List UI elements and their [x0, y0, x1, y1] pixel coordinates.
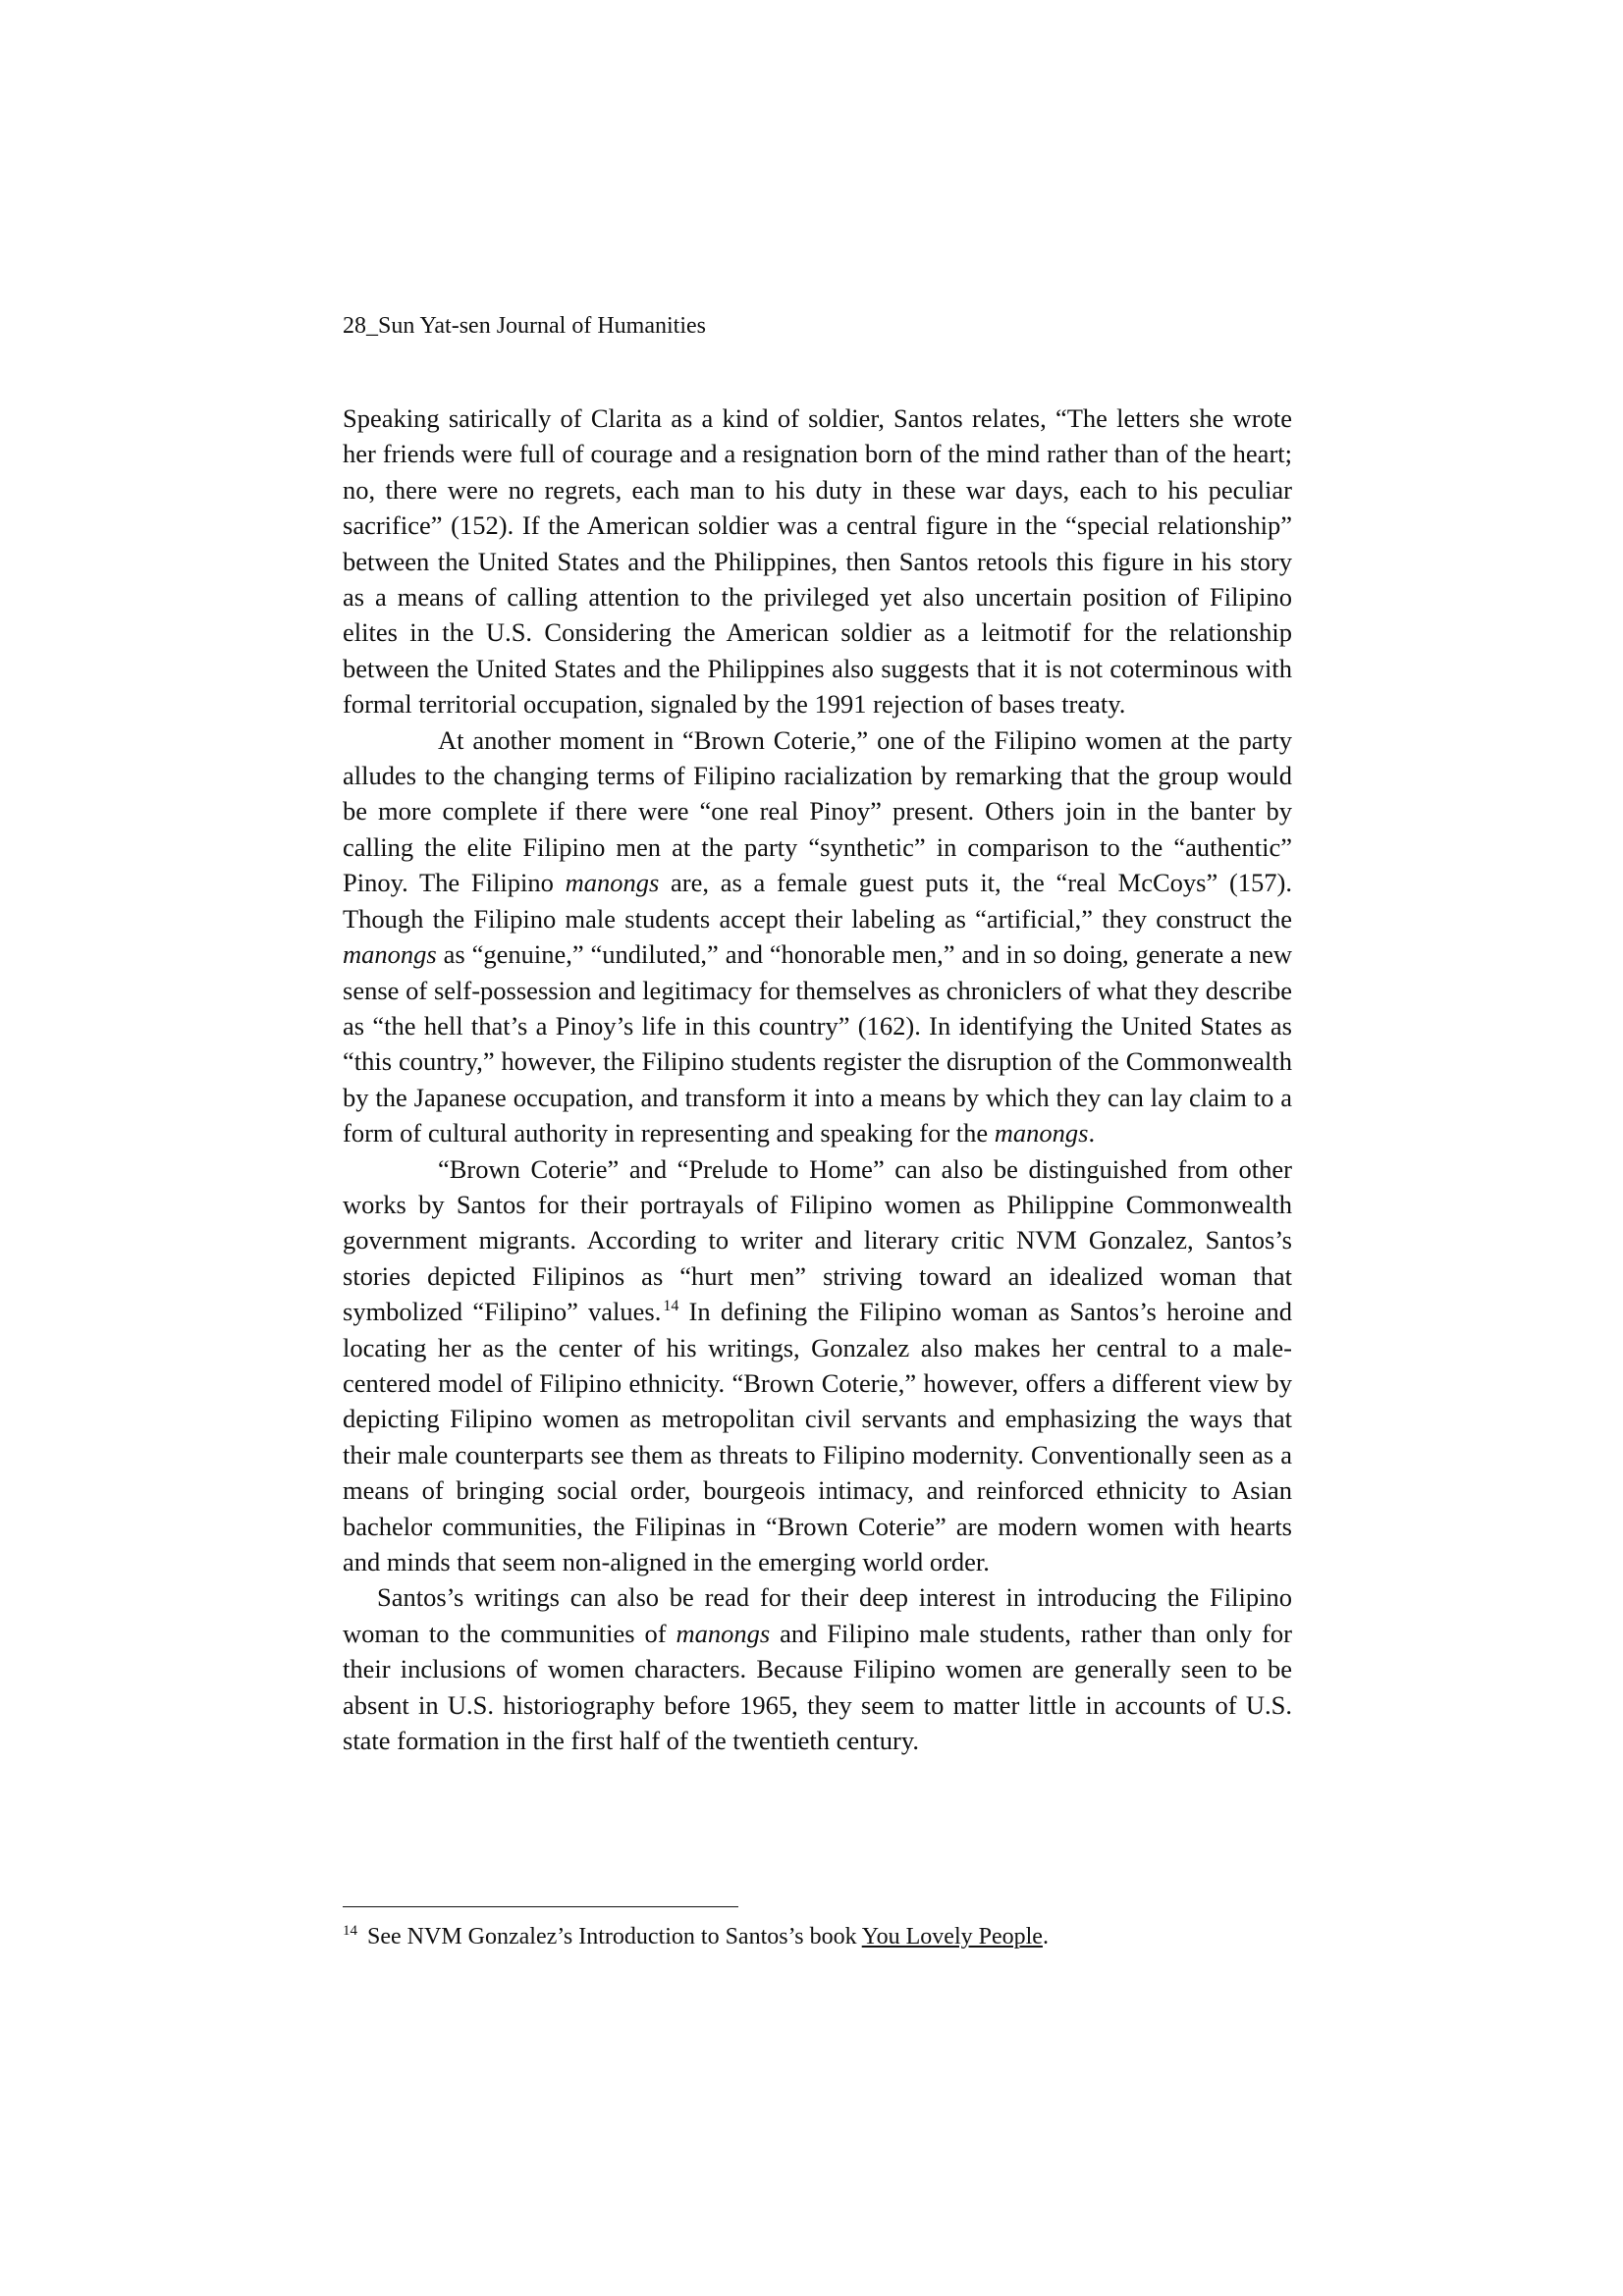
paragraph-4: [343, 1579, 1292, 1758]
paragraph-1: Speaking satirically of Clarita as a kind of soldier, Santos relates, “The letters she wrote her friends were full of courage and a resignation born of the mind rather than of the heart; no, there were no regrets, each man to his duty in these war days, each to his peculiar sacrifice” (152). If the American soldier was a central figure in the “special relationship” between the United States and the Philippines, then Santos retools this figure in his story as a means of calling attention to the privileged yet also uncertain position of Filipino elites in the U.S. Considering the American soldier as a leitmotif for the relationship between the United States and the Philippines also suggests that it is not coterminous with formal territorial occupation, signaled by the 1991 rejection of bases treaty.: [343, 403, 1292, 720]
italic-term: manongs: [343, 939, 437, 970]
footnote-text: See NVM Gonzalez’s Introduction to Santos’s book: [367, 1924, 862, 1949]
footnote-text-end: .: [1042, 1924, 1049, 1949]
paragraph-2-text-g: .: [1088, 1118, 1096, 1148]
italic-term: manongs: [994, 1118, 1089, 1148]
footnote-separator: [343, 1906, 738, 1907]
paragraph-3-text-b: In defining the Filipino woman as Santos’s heroine and locating her as the center of his writings, Gonzalez also makes her central to a male-centered model of Filipino ethnicity. “Brown Coterie,” however, offers a different view by depicting Filipino women as metropolitan civil servants and emphasizing the ways that their male counterparts see them as threats to Filipino modernity. Conventionally seen as a means of bringing social order, bourgeois intimacy, and reinforced ethnicity to Asian bachelor communities, the Filipinas in “Brown Coterie” are modern women with hearts and minds that seem non-aligned in the emerging world order.: [343, 1297, 1292, 1576]
paragraph-2-text-c: are, as a female guest puts it, the “real McCoys” (157). Though the Filipino male students accept their labeling as “artificial,” they construct the: [343, 868, 1292, 934]
italic-term: manongs: [565, 868, 660, 898]
footnote-number: 14: [343, 1923, 357, 1939]
paragraph-2-text-a: At another moment in “Brown Coterie,” one of the Filipino women at the party alludes to the changing terms of Filipino racialization by remarking that the group would be more complete if there were “one real Pinoy” present. Others join in the banter by calling the elite Filipino men at the party “synthetic” in comparison to the “authentic” Pinoy. The Filipino: [343, 724, 1292, 898]
paragraph-3: [343, 1151, 1292, 1580]
paragraph-2-text-e: as “genuine,” “undiluted,” and “honorable men,” and in so doing, generate a new sense of self-possession and legitimacy for themselves as chroniclers of what they describe as “the hell that’s a Pinoy’s life in this country” (162). In identifying the United States as “this country,” however, the Filipino students register the disruption of the Commonwealth by the Japanese occupation, and transform it into a means by which they can lay claim to a form of cultural authority in representing and speaking for the: [343, 939, 1292, 1148]
running-header: 28_Sun Yat-sen Journal of Humanities: [343, 313, 706, 339]
italic-term: manongs: [676, 1618, 771, 1648]
footnote-book-title: You Lovely People: [861, 1924, 1043, 1949]
paragraph-4-text-a: Santos’s writings can also be read for their deep interest in introducing the Filipino woman to the communities of: [343, 1582, 1292, 1648]
footnote-reference: 14: [663, 1298, 679, 1315]
paragraph-4-text-c: and Filipino male students, rather than only for their inclusions of women characters. Because Filipino women are generally seen to be absent in U.S. historiography before 1965, they seem to matter little in accounts of U.S. state formation in the first half of the twentieth century.: [343, 1618, 1292, 1756]
paragraph-3-text-a: “Brown Coterie” and “Prelude to Home” can also be distinguished from other works by Santos for their portrayals of Filipino women as Philippine Commonwealth government migrants. According to writer and literary critic NVM Gonzalez, Santos’s stories depicted Filipinos as “hurt men” striving toward an idealized woman that symbolized “Filipino” values.: [343, 1153, 1292, 1327]
footnote: [343, 1922, 1049, 1951]
paragraph-2: [343, 722, 1292, 1151]
body-text: [343, 400, 1292, 1758]
